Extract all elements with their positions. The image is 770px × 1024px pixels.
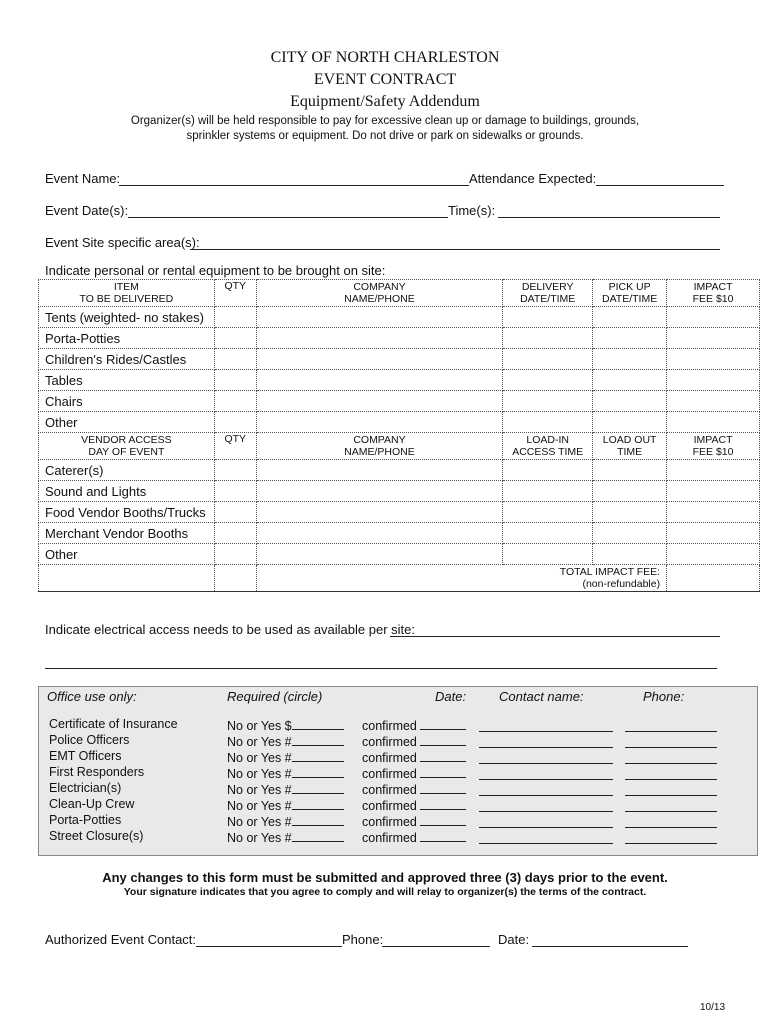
date-blank[interactable] (420, 797, 466, 810)
office-use-box (38, 686, 758, 856)
date-cell[interactable] (593, 307, 667, 328)
phone-blank[interactable] (625, 767, 717, 780)
item-label: Sound and Lights (39, 481, 215, 502)
table-row (39, 370, 760, 391)
office-row-confirmed: confirmed (362, 749, 466, 765)
electrical-label: Indicate electrical access needs to be used as available per site: (45, 622, 415, 637)
fee-cell[interactable] (667, 370, 760, 391)
table-row (39, 349, 760, 370)
phone-field[interactable] (382, 932, 490, 947)
office-row-required: No or Yes # (227, 797, 344, 813)
office-row (39, 797, 759, 813)
title-contract: EVENT CONTRACT (313, 71, 457, 88)
signature-notice: Your signature indicates that you agree to comply and will relay to organizer(s) the terms of the contract. (123, 886, 647, 898)
attendance-label: Attendance Expected: (469, 171, 597, 186)
date-blank[interactable] (420, 781, 466, 794)
office-row-label: Electrician(s) (49, 781, 122, 795)
time-cell[interactable] (503, 544, 593, 565)
header-impact: IMPACT FEE $10 (667, 280, 760, 307)
office-row-confirmed: confirmed (362, 813, 466, 829)
contact-blank[interactable] (479, 719, 613, 732)
qty-cell[interactable] (214, 370, 256, 391)
date-cell[interactable] (593, 349, 667, 370)
office-row-label: First Responders (49, 765, 145, 779)
electrical-field[interactable] (390, 622, 720, 637)
total-row (39, 565, 760, 592)
qty-cell[interactable] (214, 349, 256, 370)
phone-blank[interactable] (625, 783, 717, 796)
company-cell[interactable] (256, 370, 503, 391)
fee-cell[interactable] (667, 391, 760, 412)
event-dates-field[interactable] (128, 203, 448, 218)
item-label: Tents (weighted- no stakes) (39, 307, 215, 328)
company-cell[interactable] (256, 307, 503, 328)
item-label: Children's Rides/Castles (39, 349, 215, 370)
date-blank[interactable] (420, 733, 466, 746)
qty-cell[interactable] (214, 502, 256, 523)
office-row-required: No or Yes # (227, 829, 344, 845)
date-cell[interactable] (593, 412, 667, 433)
fee-cell[interactable] (667, 502, 760, 523)
header-item: ITEM TO BE DELIVERED (39, 280, 215, 307)
office-row-confirmed: confirmed (362, 733, 466, 749)
office-row-label: Street Closure(s) (49, 829, 144, 843)
time-cell[interactable] (593, 481, 667, 502)
date-cell[interactable] (593, 328, 667, 349)
office-row-label: Porta-Potties (49, 813, 122, 827)
phone-blank[interactable] (625, 751, 717, 764)
time-cell[interactable] (593, 544, 667, 565)
company-cell[interactable] (256, 502, 503, 523)
title-addendum: Equipment/Safety Addendum (290, 93, 480, 110)
header-company: COMPANY NAME/PHONE (256, 433, 503, 460)
company-cell[interactable] (256, 523, 503, 544)
title-city: CITY OF NORTH CHARLESTON (270, 49, 500, 66)
revision-code: 10/13 (700, 1002, 726, 1013)
required-blank[interactable] (292, 733, 344, 746)
event-name-field[interactable] (119, 171, 469, 186)
time-cell[interactable] (503, 523, 593, 544)
office-row-label: Clean-Up Crew (49, 797, 135, 811)
office-row-required: No or Yes $ (227, 717, 344, 733)
table-row (39, 412, 760, 433)
header-loadout: LOAD OUT TIME (593, 433, 667, 460)
contact-blank[interactable] (479, 767, 613, 780)
header-loadin: LOAD-IN ACCESS TIME (503, 433, 593, 460)
header-delivery: DELIVERY DATE/TIME (503, 280, 593, 307)
qty-cell[interactable] (214, 307, 256, 328)
header-vendor: VENDOR ACCESS DAY OF EVENT (39, 433, 215, 460)
office-row (39, 813, 759, 829)
attendance-field[interactable] (596, 171, 724, 186)
required-blank[interactable] (292, 813, 344, 826)
fee-cell[interactable] (667, 307, 760, 328)
company-cell[interactable] (256, 391, 503, 412)
item-label: Porta-Potties (39, 328, 215, 349)
contact-blank[interactable] (479, 735, 613, 748)
office-row (39, 765, 759, 781)
office-row (39, 829, 759, 845)
phone-blank[interactable] (625, 815, 717, 828)
date-blank[interactable] (420, 749, 466, 762)
contact-blank[interactable] (479, 831, 613, 844)
office-row (39, 749, 759, 765)
header-impact: IMPACT FEE $10 (667, 433, 760, 460)
required-blank[interactable] (292, 829, 344, 842)
office-rows (39, 717, 759, 845)
date-cell[interactable] (503, 391, 593, 412)
contact-field[interactable] (196, 932, 342, 947)
time-cell[interactable] (503, 502, 593, 523)
table-row (39, 328, 760, 349)
company-cell[interactable] (256, 412, 503, 433)
qty-cell[interactable] (214, 328, 256, 349)
time-cell[interactable] (593, 523, 667, 544)
time-cell[interactable] (503, 481, 593, 502)
item-label: Tables (39, 370, 215, 391)
office-row-confirmed: confirmed (362, 781, 466, 797)
date-cell[interactable] (503, 307, 593, 328)
date-cell[interactable] (503, 349, 593, 370)
qty-cell[interactable] (214, 544, 256, 565)
date-cell[interactable] (503, 412, 593, 433)
office-row-confirmed: confirmed (362, 797, 466, 813)
event-dates-label: Event Date(s): (45, 203, 129, 218)
date-cell[interactable] (503, 328, 593, 349)
date-blank[interactable] (420, 813, 466, 826)
office-row-required: No or Yes # (227, 813, 344, 829)
office-row-required: No or Yes # (227, 749, 344, 765)
site-area-field[interactable] (190, 235, 720, 250)
required-blank[interactable] (292, 797, 344, 810)
time-cell[interactable] (503, 460, 593, 481)
equipment-intro: Indicate personal or rental equipment to be brought on site: (45, 263, 386, 278)
item-label: Chairs (39, 391, 215, 412)
date-cell[interactable] (503, 370, 593, 391)
table-row (39, 307, 760, 328)
office-row-label: Police Officers (49, 733, 130, 747)
item-label: Other (39, 544, 215, 565)
fee-cell[interactable] (667, 523, 760, 544)
date-heading: Date: (435, 689, 467, 704)
equipment-header-row (39, 280, 760, 307)
total-fee-cell[interactable] (667, 565, 760, 592)
contact-blank[interactable] (479, 783, 613, 796)
contact-heading: Contact name: (499, 689, 584, 704)
table-row (39, 460, 760, 481)
qty-cell[interactable] (214, 412, 256, 433)
header-company: COMPANY NAME/PHONE (256, 280, 503, 307)
date-field[interactable] (532, 932, 688, 947)
phone-blank[interactable] (625, 799, 717, 812)
fee-cell[interactable] (667, 349, 760, 370)
required-blank[interactable] (292, 765, 344, 778)
company-cell[interactable] (256, 481, 503, 502)
company-cell[interactable] (256, 544, 503, 565)
company-cell[interactable] (256, 349, 503, 370)
office-row (39, 717, 759, 733)
item-label: Other (39, 412, 215, 433)
item-label: Food Vendor Booths/Trucks (39, 502, 215, 523)
qty-cell[interactable] (214, 460, 256, 481)
office-row (39, 733, 759, 749)
blank-cell[interactable] (39, 565, 215, 592)
site-area-label: Event Site specific area(s): (45, 235, 200, 250)
header-qty: QTY (214, 433, 256, 460)
date-blank[interactable] (420, 717, 466, 730)
office-row-required: No or Yes # (227, 781, 344, 797)
company-cell[interactable] (256, 460, 503, 481)
electrical-field-line-2[interactable] (45, 654, 717, 669)
office-row-confirmed: confirmed (362, 829, 466, 845)
table-row (39, 544, 760, 565)
fee-cell[interactable] (667, 481, 760, 502)
phone-heading: Phone: (643, 689, 685, 704)
note-line-1: Organizer(s) will be held responsible to pay for excessive clean up or damage to buildings, grounds, (130, 115, 640, 127)
office-row (39, 781, 759, 797)
fee-cell[interactable] (667, 328, 760, 349)
time-cell[interactable] (593, 460, 667, 481)
required-heading: Required (circle) (227, 689, 323, 704)
item-label: Caterer(s) (39, 460, 215, 481)
changes-notice: Any changes to this form must be submitted and approved three (3) days prior to the event. (102, 870, 668, 885)
office-row-label: Certificate of Insurance (49, 717, 178, 731)
contact-label: Authorized Event Contact: (45, 932, 197, 947)
phone-blank[interactable] (625, 831, 717, 844)
phone-blank[interactable] (625, 719, 717, 732)
note-line-2: sprinkler systems or equipment. Do not drive or park on sidewalks or grounds. (186, 130, 584, 142)
table-row (39, 523, 760, 544)
office-row-confirmed: confirmed (362, 765, 466, 781)
blank-cell[interactable] (214, 565, 256, 592)
fee-cell[interactable] (667, 460, 760, 481)
time-cell[interactable] (593, 502, 667, 523)
header-qty: QTY (214, 280, 256, 307)
required-blank[interactable] (292, 717, 344, 730)
equipment-table (38, 279, 760, 592)
company-cell[interactable] (256, 328, 503, 349)
office-row-confirmed: confirmed (362, 717, 466, 733)
phone-blank[interactable] (625, 735, 717, 748)
header-pickup: PICK UP DATE/TIME (593, 280, 667, 307)
fee-cell[interactable] (667, 412, 760, 433)
fee-cell[interactable] (667, 544, 760, 565)
date-label: Date: (498, 932, 530, 947)
event-name-label: Event Name: (45, 171, 121, 186)
qty-cell[interactable] (214, 391, 256, 412)
office-row-label: EMT Officers (49, 749, 122, 763)
total-fee-label: TOTAL IMPACT FEE: (non-refundable) (256, 565, 666, 592)
office-use-heading: Office use only: (47, 689, 137, 704)
times-label: Time(s): (448, 203, 496, 218)
qty-cell[interactable] (214, 481, 256, 502)
qty-cell[interactable] (214, 523, 256, 544)
item-label: Merchant Vendor Booths (39, 523, 215, 544)
table-row (39, 481, 760, 502)
date-cell[interactable] (593, 391, 667, 412)
office-row-required: No or Yes # (227, 733, 344, 749)
times-field[interactable] (498, 203, 720, 218)
date-cell[interactable] (593, 370, 667, 391)
contact-blank[interactable] (479, 815, 613, 828)
date-blank[interactable] (420, 829, 466, 842)
table-row (39, 391, 760, 412)
vendor-header-row (39, 433, 760, 460)
table-row (39, 502, 760, 523)
required-blank[interactable] (292, 781, 344, 794)
phone-label: Phone: (342, 932, 384, 947)
contact-blank[interactable] (479, 751, 613, 764)
contact-blank[interactable] (479, 799, 613, 812)
date-blank[interactable] (420, 765, 466, 778)
office-row-required: No or Yes # (227, 765, 344, 781)
required-blank[interactable] (292, 749, 344, 762)
